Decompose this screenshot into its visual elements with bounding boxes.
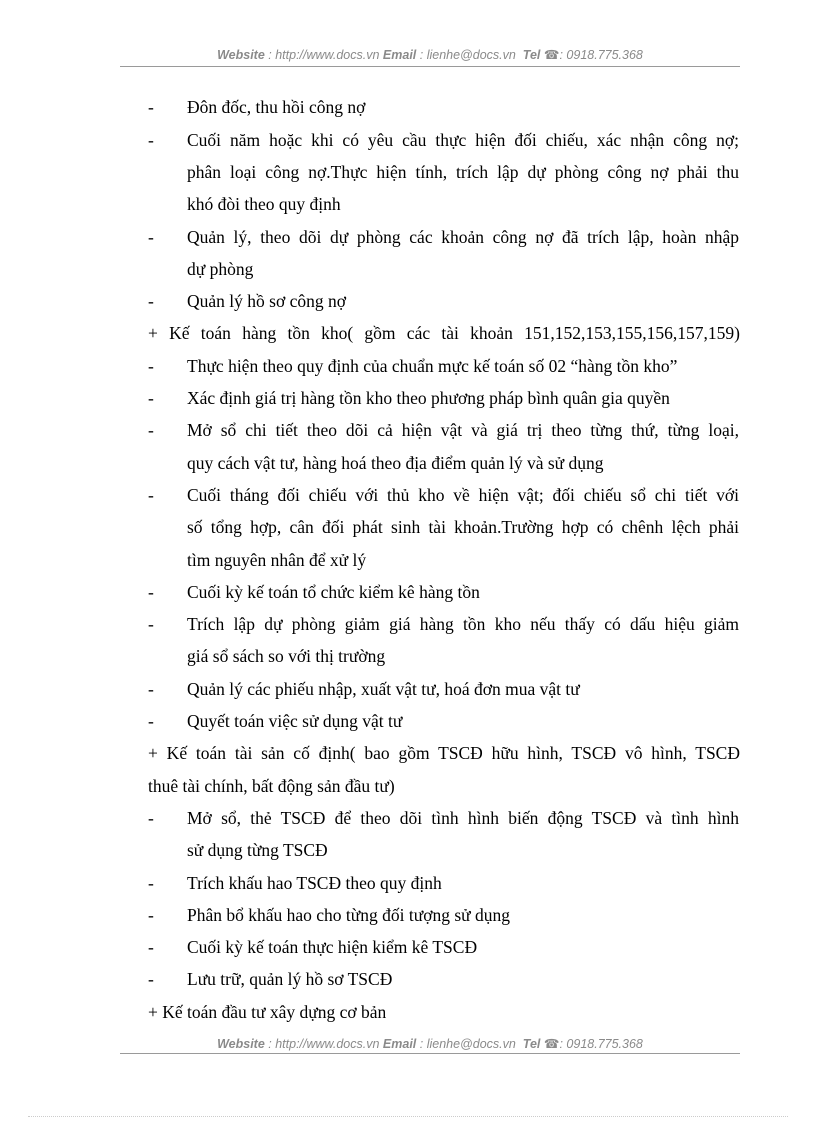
header-rule — [120, 66, 740, 67]
line-text: Cuối kỳ kế toán tổ chức kiểm kê hàng tồn — [187, 582, 480, 602]
bullet-dash: - — [148, 356, 154, 376]
line-text: số tổng hợp, cân đối phát sinh tài khoản.Trường hợp có chênh lệch phải — [187, 517, 739, 537]
footer-rule — [120, 1053, 740, 1054]
line-text: Lưu trữ, quản lý hồ sơ TSCĐ — [187, 969, 393, 989]
bullet-dash: - — [148, 937, 154, 957]
bullet-dash: - — [148, 582, 154, 602]
line-text: Quản lý, theo dõi dự phòng các khoản công nợ đã trích lập, hoàn nhập — [187, 227, 739, 247]
line-text: tìm nguyên nhân để xử lý — [187, 550, 367, 570]
line-text: Trích khấu hao TSCĐ theo quy định — [187, 873, 442, 893]
line-text: + Kế toán hàng tồn kho( gồm các tài khoản 151,152,153,155,156,157,159) — [148, 323, 740, 343]
page-footer — [120, 1036, 740, 1051]
footer-email-label: Email — [382, 1037, 417, 1051]
line-text: quy cách vật tư, hàng hoá theo địa điểm quản lý và sử dụng — [187, 453, 604, 473]
line-text: Đôn đốc, thu hồi công nợ — [187, 97, 366, 117]
bullet-dash: - — [148, 291, 154, 311]
line-text: + Kế toán đầu tư xây dựng cơ bản — [148, 1002, 387, 1022]
line-text: Cuối tháng đối chiếu với thủ kho về hiện vật; đối chiếu sổ chi tiết với — [187, 485, 739, 505]
footer-email-value: : lienhe@docs.vn — [416, 1037, 516, 1051]
page-bottom-dotted-border — [28, 1116, 788, 1117]
footer-tel-label: Tel — [522, 1037, 541, 1051]
bullet-dash: - — [148, 227, 154, 247]
header-tel-value: : 0918.775.368 — [559, 48, 643, 62]
bullet-dash: - — [148, 711, 154, 731]
bullet-dash: - — [148, 873, 154, 893]
bullet-dash: - — [148, 97, 154, 117]
footer-website-url: : http://www.docs.vn — [264, 1037, 380, 1051]
header-email-value: : lienhe@docs.vn — [416, 48, 516, 62]
bullet-dash: - — [148, 808, 154, 828]
bullet-dash: - — [148, 905, 154, 925]
footer-tel-value: : 0918.775.368 — [559, 1037, 643, 1051]
line-text: Mở sổ, thẻ TSCĐ để theo dõi tình hình biến động TSCĐ và tình hình — [187, 808, 739, 828]
line-text: thuê tài chính, bất động sản đầu tư) — [148, 776, 395, 796]
line-text: dự phòng — [187, 259, 254, 279]
line-text: Mở sổ chi tiết theo dõi cả hiện vật và giá trị theo từng thứ, từng loại, — [187, 420, 739, 440]
line-text: + Kế toán tài sản cố định( bao gồm TSCĐ hữu hình, TSCĐ vô hình, TSCĐ — [148, 743, 740, 763]
page-header — [120, 47, 740, 62]
line-text: Cuối năm hoặc khi có yêu cầu thực hiện đối chiếu, xác nhận công nợ; — [187, 130, 739, 150]
line-text: Thực hiện theo quy định của chuẩn mực kế toán số 02 “hàng tồn kho” — [187, 356, 678, 376]
header-email-label: Email — [382, 48, 417, 62]
line-text: Xác định giá trị hàng tồn kho theo phương pháp bình quân gia quyền — [187, 388, 670, 408]
line-text: giá sổ sách so với thị trường — [187, 646, 386, 666]
bullet-dash: - — [148, 130, 154, 150]
header-tel-label: Tel — [522, 48, 541, 62]
line-text: Quyết toán việc sử dụng vật tư — [187, 711, 403, 731]
header-website-label: Website — [217, 48, 265, 62]
bullet-dash: - — [148, 614, 154, 634]
bullet-dash: - — [148, 388, 154, 408]
phone-icon: ☎ — [543, 48, 560, 62]
line-text: Quản lý các phiếu nhập, xuất vật tư, hoá đơn mua vật tư — [187, 679, 580, 699]
line-text: Cuối kỳ kế toán thực hiện kiểm kê TSCĐ — [187, 937, 478, 957]
footer-website-label: Website — [217, 1037, 265, 1051]
line-text: sử dụng từng TSCĐ — [187, 840, 328, 860]
bullet-dash: - — [148, 679, 154, 699]
line-text: Phân bổ khấu hao cho từng đối tượng sử dụng — [187, 905, 511, 925]
header-website-url: : http://www.docs.vn — [264, 48, 380, 62]
bullet-dash: - — [148, 420, 154, 440]
line-text: khó đòi theo quy định — [187, 194, 341, 214]
bullet-dash: - — [148, 969, 154, 989]
line-text: phân loại công nợ.Thực hiện tính, trích lập dự phòng công nợ phải thu — [187, 162, 739, 182]
phone-icon: ☎ — [543, 1037, 560, 1051]
bullet-dash: - — [148, 485, 154, 505]
line-text: Quản lý hồ sơ công nợ — [187, 291, 346, 311]
line-text: Trích lập dự phòng giảm giá hàng tồn kho nếu thấy có dấu hiệu giảm — [187, 614, 739, 634]
